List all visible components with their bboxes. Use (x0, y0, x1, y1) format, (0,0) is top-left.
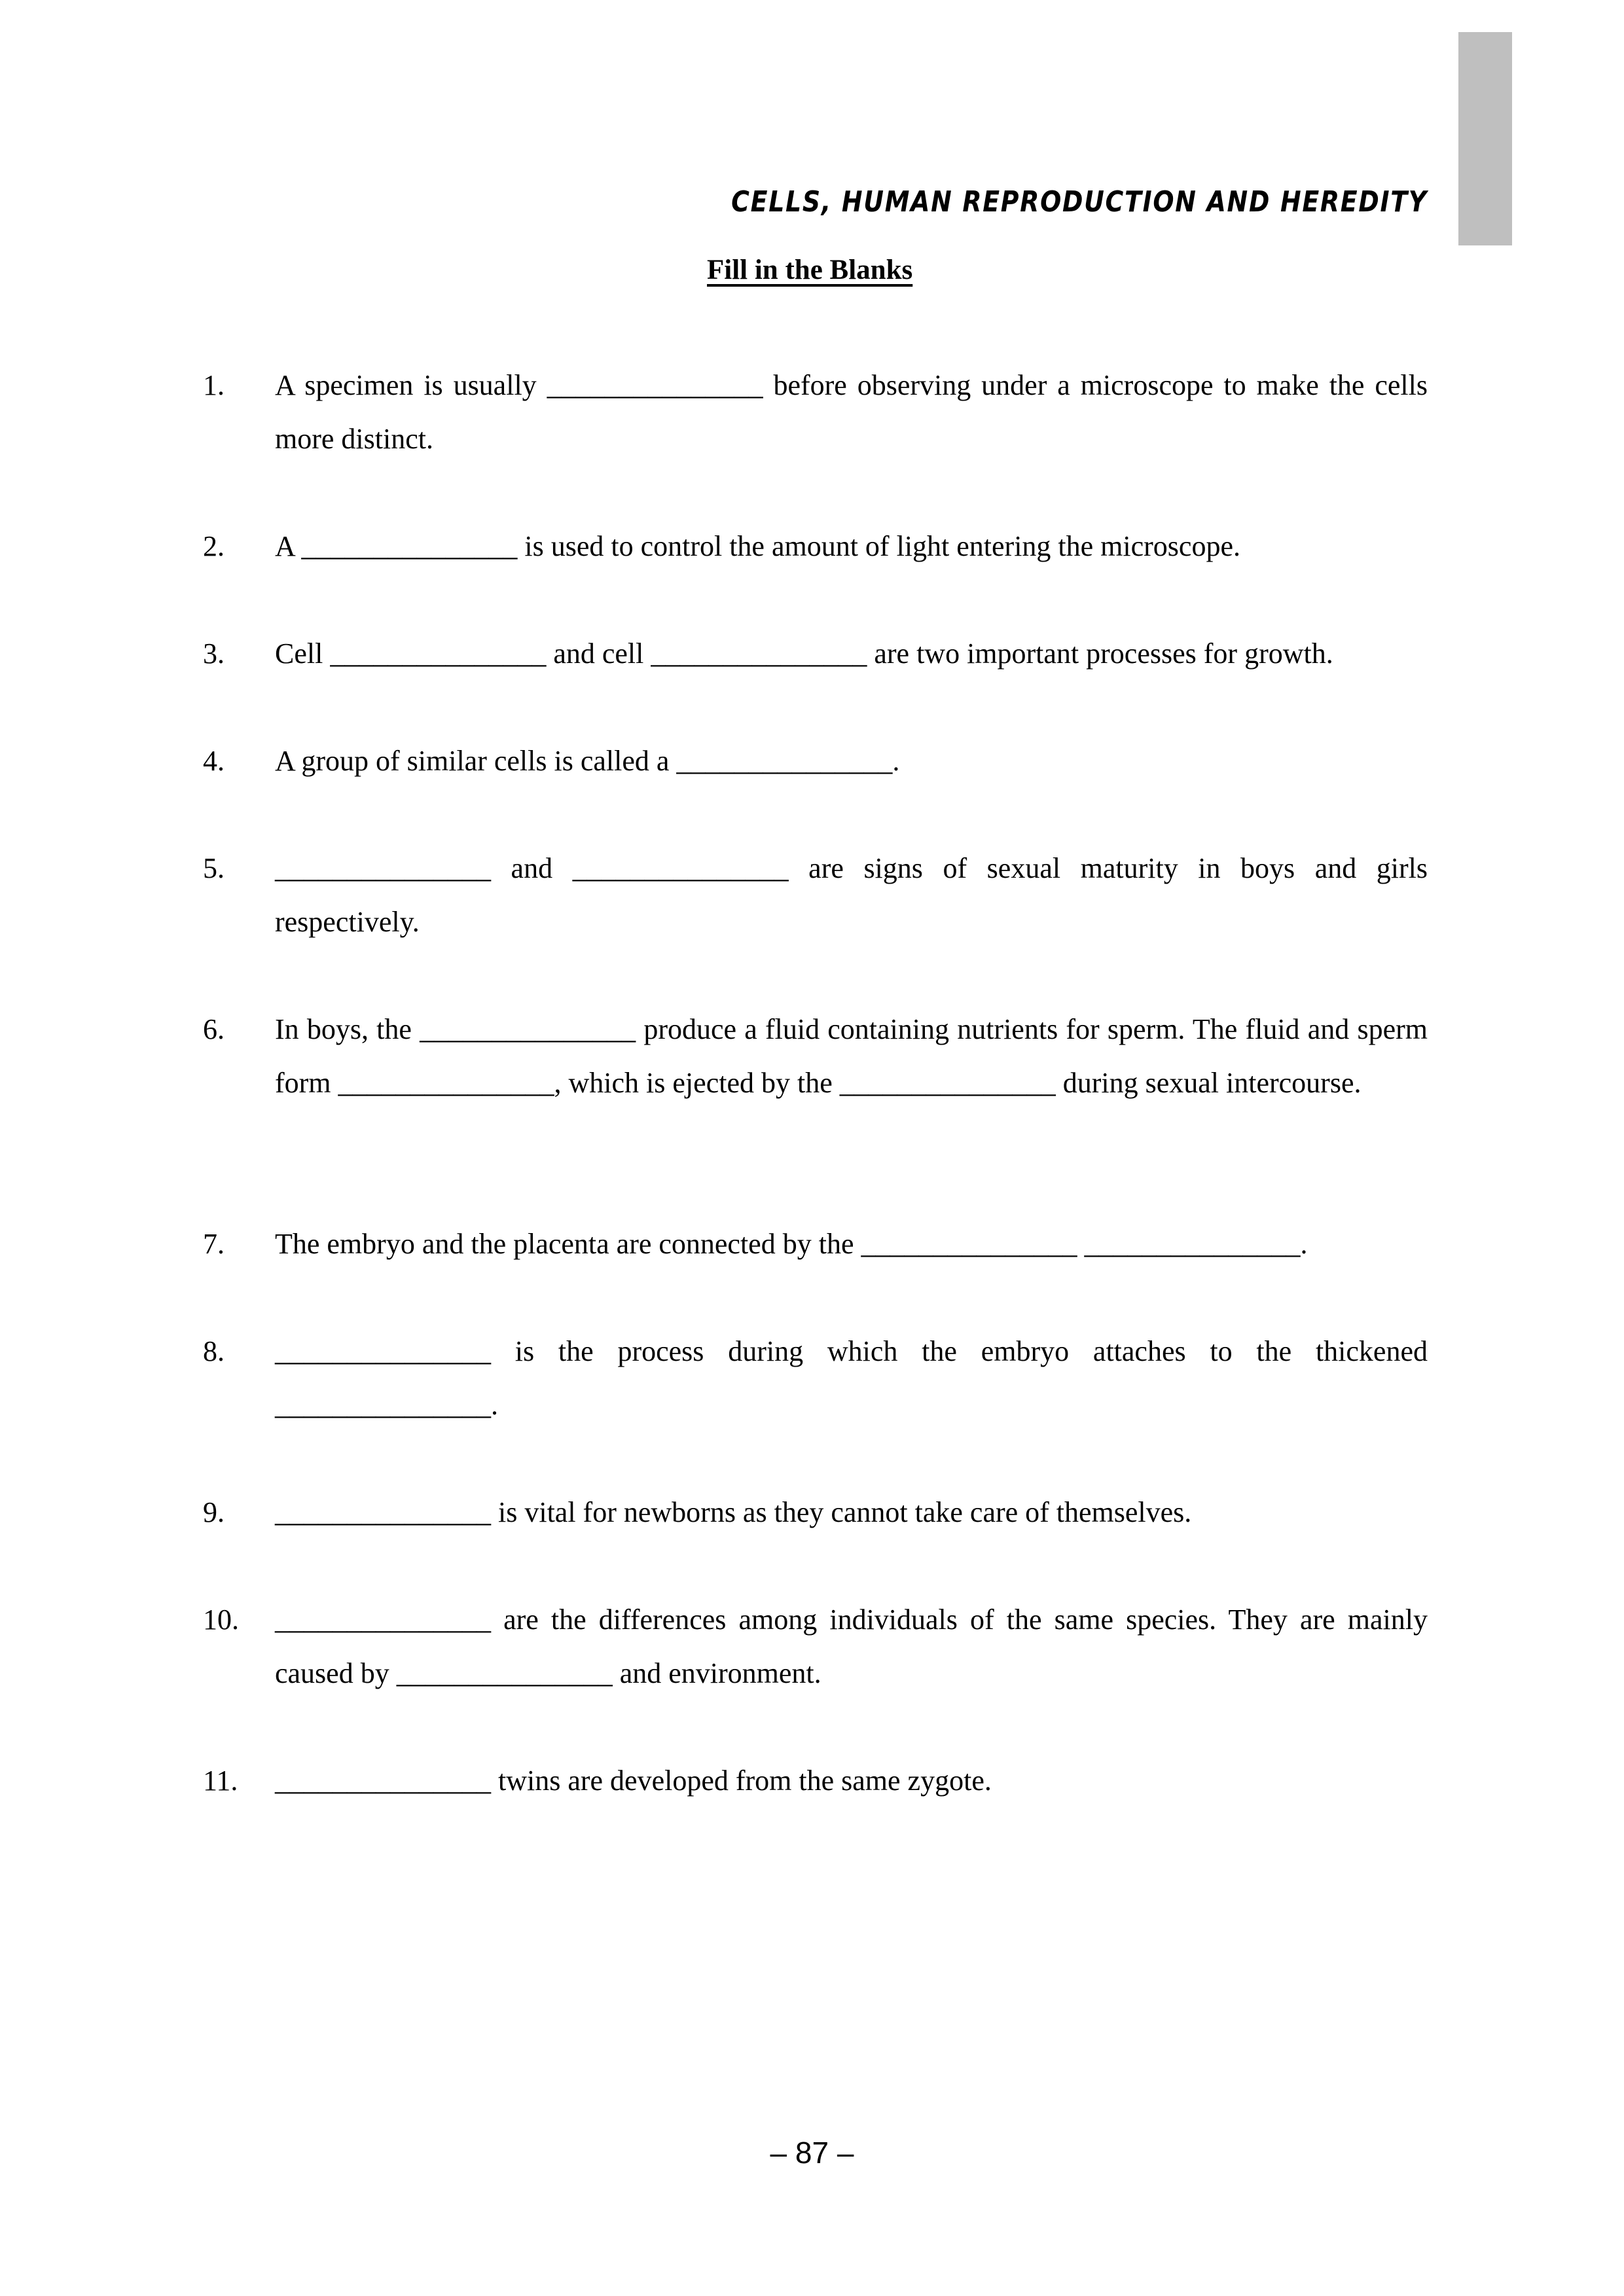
question-item (203, 1754, 1428, 1808)
chapter-tab-marker (1458, 32, 1512, 245)
question-item (203, 1593, 1428, 1700)
question-text: _______________ is the process during which the embryo attaches to the thickened _______________. (275, 1335, 1428, 1421)
question-text: In boys, the _______________ produce a fluid containing nutrients for sperm. The fluid and sperm form _______________, which is ejected by the _______________ during sexual intercourse. (275, 1013, 1428, 1099)
question-number: 9. (203, 1496, 225, 1528)
question-number: 7. (203, 1228, 225, 1260)
question-text: Cell _______________ and cell _______________ are two important processes for growth. (275, 637, 1333, 670)
question-number: 1. (203, 369, 225, 401)
question-number: 10. (203, 1604, 239, 1636)
question-text: _______________ is vital for newborns as they cannot take care of themselves. (275, 1496, 1192, 1528)
question-number: 3. (203, 637, 225, 670)
question-text: _______________ and _______________ are signs of sexual maturity in boys and girls respectively. (275, 852, 1428, 938)
question-number: 4. (203, 745, 225, 777)
question-item (203, 359, 1428, 466)
question-text: _______________ twins are developed from the same zygote. (275, 1765, 992, 1797)
question-item (203, 1217, 1428, 1271)
question-item (203, 520, 1428, 573)
question-number: 6. (203, 1013, 225, 1045)
question-item (203, 842, 1428, 949)
question-number: 11. (203, 1765, 238, 1797)
question-item (203, 1325, 1428, 1432)
question-item (203, 1003, 1428, 1110)
question-item (203, 627, 1428, 681)
question-text: A group of similar cells is called a _______________. (275, 745, 900, 777)
question-item (203, 1486, 1428, 1539)
question-number: 8. (203, 1335, 225, 1367)
page-number: – 87 – (770, 2136, 854, 2170)
question-text: A specimen is usually _______________ before observing under a microscope to make the cells more distinct. (275, 369, 1428, 455)
chapter-title: CELLS, HUMAN REPRODUCTION AND HEREDITY (731, 185, 1428, 219)
section-title: Fill in the Blanks (707, 255, 913, 285)
question-text: A _______________ is used to control the amount of light entering the microscope. (275, 530, 1240, 562)
question-item (203, 734, 1428, 788)
question-number: 5. (203, 852, 225, 884)
question-number: 2. (203, 530, 225, 562)
question-text: _______________ are the differences among individuals of the same species. They are mainly caused by _______________ and environment. (275, 1604, 1428, 1689)
question-text: The embryo and the placenta are connected by the _______________ _______________. (275, 1228, 1308, 1260)
